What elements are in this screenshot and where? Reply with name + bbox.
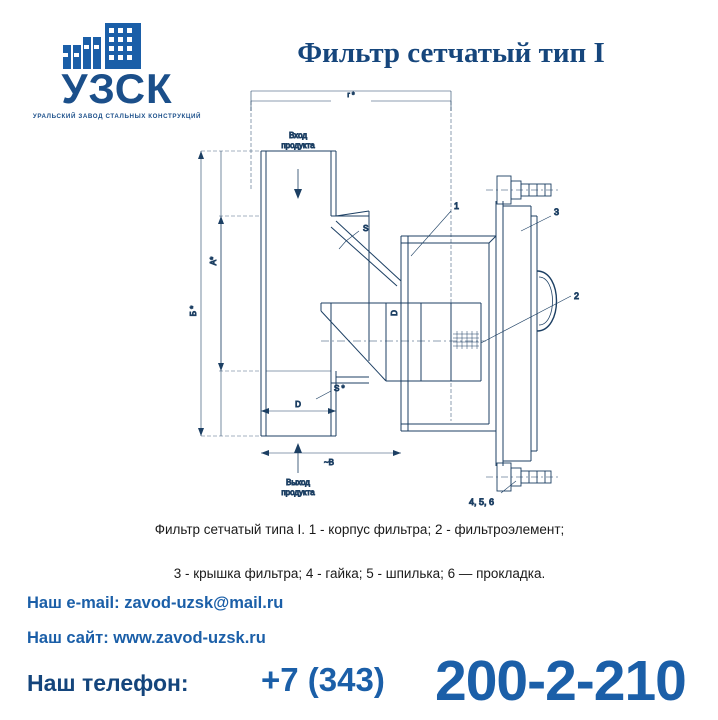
site-value[interactable]: www.zavod-uzsk.ru bbox=[113, 629, 266, 647]
phone-area-code: +7 (343) bbox=[261, 661, 385, 698]
figure-caption-line1: Фильтр сетчатый типа I. 1 - корпус фильтра; 2 - фильтроэлемент; bbox=[154, 522, 565, 537]
dim-b-bottom-label: ~B bbox=[323, 458, 335, 467]
inlet-label-line2: продукта bbox=[281, 141, 315, 150]
phone-contact[interactable] bbox=[27, 649, 697, 713]
phone-label: Наш телефон: bbox=[27, 670, 189, 696]
callout-3-label: 3 bbox=[554, 207, 560, 217]
callout-456-label: 4, 5, 6 bbox=[469, 497, 495, 507]
weld-s-label: S bbox=[363, 224, 369, 233]
site-label: Наш сайт: bbox=[27, 629, 109, 647]
dim-d-left-label: D bbox=[295, 400, 301, 409]
callout-1-label: 1 bbox=[454, 201, 460, 211]
dim-a-label: А* bbox=[209, 256, 218, 266]
email-label: Наш e-mail: bbox=[27, 594, 120, 612]
email-value[interactable]: zavod-uzsk@mail.ru bbox=[124, 594, 284, 612]
dim-b-label: Б * bbox=[189, 305, 198, 317]
callout-2-label: 2 bbox=[574, 291, 580, 301]
logo-wordmark: УЗСК bbox=[61, 65, 173, 112]
logo-subtitle: УРАЛЬСКИЙ ЗАВОД СТАЛЬНЫХ КОНСТРУКЦИЙ bbox=[32, 113, 202, 120]
outlet-label-line1: Выход bbox=[286, 478, 310, 487]
factory-building-icon bbox=[63, 23, 141, 69]
email-contact[interactable] bbox=[27, 594, 283, 613]
outlet-label-line2: продукта bbox=[281, 488, 315, 497]
website-contact[interactable] bbox=[27, 629, 266, 648]
weld-s2-label: S * bbox=[334, 384, 345, 393]
phone-number[interactable]: 200-2-210 bbox=[435, 649, 686, 713]
page-title: Фильтр сетчатый тип I bbox=[297, 37, 605, 69]
filter-technical-drawing bbox=[101, 81, 621, 507]
inlet-label-line1: Вход bbox=[288, 131, 308, 140]
dim-g-label: г * bbox=[347, 92, 355, 99]
figure-caption-line2: 3 - крышка фильтра; 4 - гайка; 5 - шпилька; 6 — прокладка. bbox=[173, 566, 546, 581]
dim-d-center-label: D bbox=[390, 310, 399, 316]
